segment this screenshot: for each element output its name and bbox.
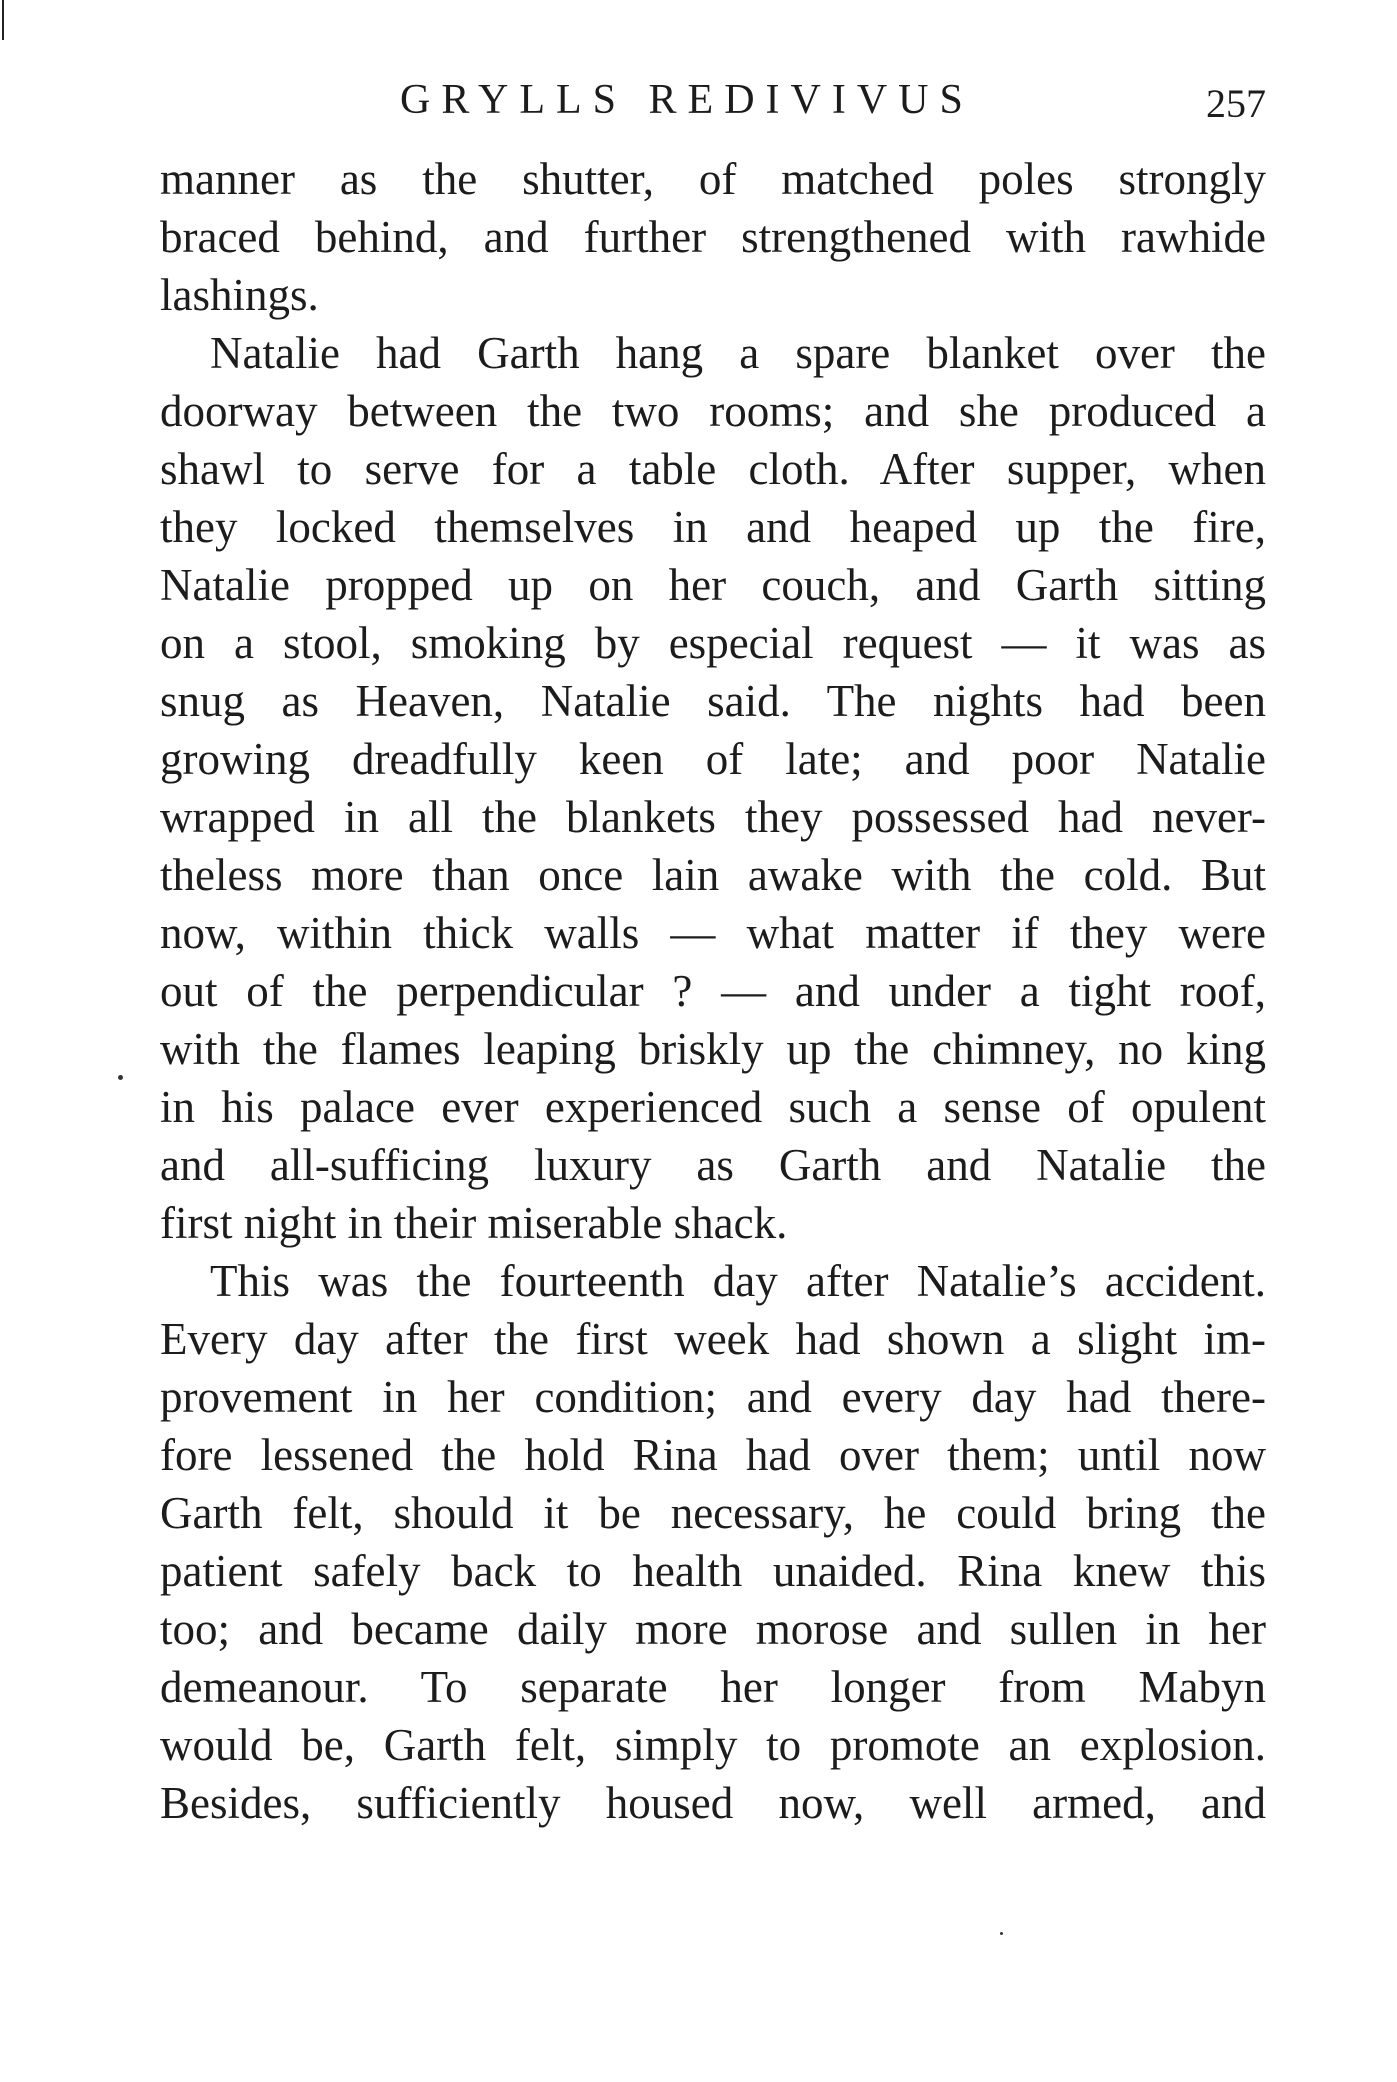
- text-line: Garth felt, should it be necessary, he could bring the: [160, 1488, 1266, 1538]
- body-text: [160, 150, 1266, 1832]
- text-line: first night in their miserable shack.: [160, 1198, 788, 1248]
- text-line: fore lessened the hold Rina had over them; until now: [160, 1430, 1266, 1480]
- text-line: manner as the shutter, of matched poles strongly: [160, 154, 1266, 204]
- page-number: 257: [1206, 81, 1266, 126]
- page-header: [160, 76, 1266, 136]
- text-line: too; and became daily more morose and sullen in her: [160, 1604, 1266, 1654]
- text-line: and all-sufficing luxury as Garth and Natalie the: [160, 1140, 1266, 1190]
- text-line: patient safely back to health unaided. Rina knew this: [160, 1546, 1266, 1596]
- text-line: out of the perpendicular ? — and under a tight roof,: [160, 966, 1266, 1016]
- text-line: demeanour. To separate her longer from Mabyn: [160, 1662, 1266, 1712]
- text-line: on a stool, smoking by especial request — it was as: [160, 618, 1266, 668]
- stray-ink-dot: [1000, 1932, 1003, 1935]
- text-line: doorway between the two rooms; and she produced a: [160, 386, 1266, 436]
- text-line: Every day after the first week had shown a slight im-: [160, 1314, 1266, 1364]
- text-line: Besides, sufficiently housed now, well armed, and: [160, 1778, 1266, 1828]
- text-line: Natalie propped up on her couch, and Garth sitting: [160, 560, 1266, 610]
- text-line: growing dreadfully keen of late; and poor Natalie: [160, 734, 1266, 784]
- text-line: shawl to serve for a table cloth. After supper, when: [160, 444, 1266, 494]
- text-line: with the flames leaping briskly up the chimney, no king: [160, 1024, 1266, 1074]
- text-line: now, within thick walls — what matter if they were: [160, 908, 1266, 958]
- text-line: snug as Heaven, Natalie said. The nights had been: [160, 676, 1266, 726]
- text-line: lashings.: [160, 270, 319, 320]
- text-line: wrapped in all the blankets they possessed had never-: [160, 792, 1266, 842]
- text-line: they locked themselves in and heaped up the fire,: [160, 502, 1266, 552]
- paragraph-start-line: Natalie had Garth hang a spare blanket over the: [210, 328, 1266, 378]
- text-line: provement in her condition; and every day had there-: [160, 1372, 1266, 1422]
- text-line: theless more than once lain awake with the cold. But: [160, 850, 1266, 900]
- page-edge-mark: [2, 0, 4, 40]
- running-title: GRYLLS REDIVIVUS: [400, 77, 974, 123]
- paragraph-start-line: This was the fourteenth day after Natalie’s accident.: [210, 1256, 1266, 1306]
- text-line: braced behind, and further strengthened with rawhide: [160, 212, 1266, 262]
- stray-ink-dot: [118, 1075, 123, 1080]
- text-line: in his palace ever experienced such a sense of opulent: [160, 1082, 1266, 1132]
- text-line: would be, Garth felt, simply to promote an explosion.: [160, 1720, 1266, 1770]
